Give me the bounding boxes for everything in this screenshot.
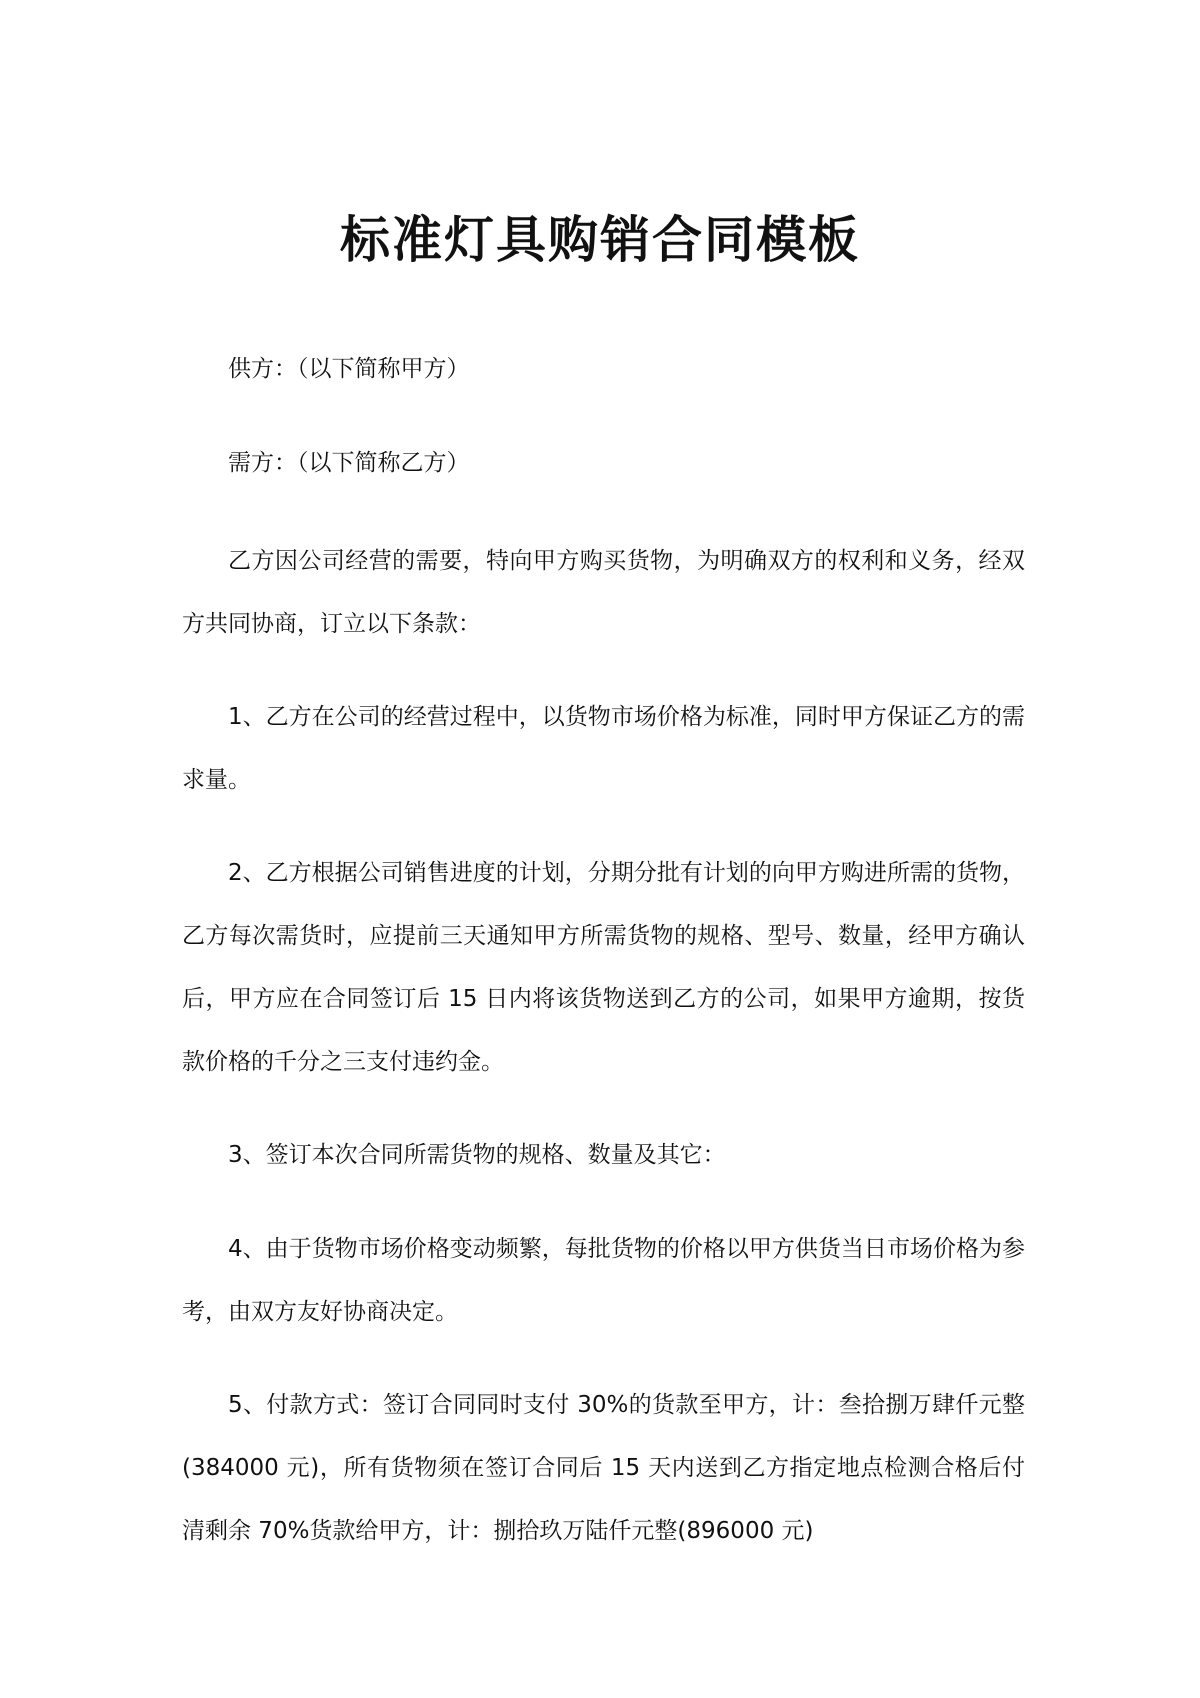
clause-5: 5、付款方式：签订合同同时支付 30%的货款至甲方，计：叁拾捌万肆仟元整(384000 元)，所有货物须在签订合同后 15 天内送到乙方指定地点检测合格后付清剩余 70%货款给甲方，计：捌拾玖万陆仟元整(896000 元) (182, 1392, 1025, 1544)
clause-1: 1、乙方在公司的经营过程中，以货物市场价格为标准，同时甲方保证乙方的需求量。 (182, 704, 1025, 793)
buyer-line: 需方：（以下简称乙方） (228, 450, 470, 476)
intro-paragraph: 乙方因公司经营的需要，特向甲方购买货物，为明确双方的权利和义务，经双方共同协商，订立以下条款： (182, 548, 1025, 637)
supplier-line: 供方：（以下简称甲方） (228, 356, 470, 382)
clause-3: 3、签订本次合同所需货物的规格、数量及其它： (228, 1142, 726, 1168)
clause-4: 4、由于货物市场价格变动频繁，每批货物的价格以甲方供货当日市场价格为参考，由双方友好协商决定。 (182, 1236, 1025, 1325)
document-title: 标准灯具购销合同模板 (340, 211, 860, 269)
clause-2: 2、乙方根据公司销售进度的计划，分期分批有计划的向甲方购进所需的货物，乙方每次需货时，应提前三天通知甲方所需货物的规格、型号、数量，经甲方确认后，甲方应在合同签订后 15 日内将该货物送到乙方的公司，如果甲方逾期，按货款价格的千分之三支付违约金。 (182, 860, 1025, 1075)
